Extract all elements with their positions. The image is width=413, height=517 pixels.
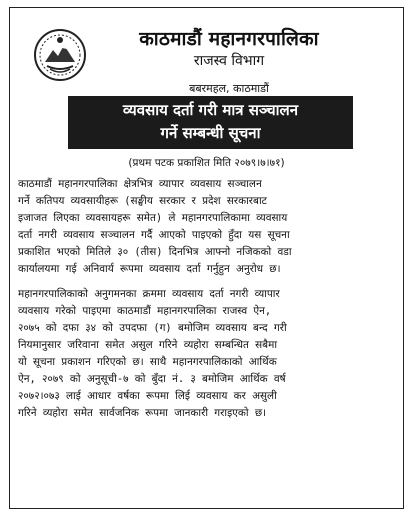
body-line: गर्ने कतिपय व्यवसायीहरू (सङ्घीय सरकार र प्रदेश सरकारबाट xyxy=(18,195,267,207)
notice-body xyxy=(18,176,388,422)
organization-name: काठमाडौं महानगरपालिका xyxy=(139,28,319,50)
notice-title-banner xyxy=(68,96,353,149)
paragraph-gap xyxy=(18,278,388,286)
body-line: कार्यालयमा गई अनिवार्य रूपमा व्यवसाय दर्ता गर्नुहुन अनुरोध छ। xyxy=(18,263,281,275)
paragraph-2 xyxy=(18,286,388,422)
body-line: महानगरपालिकाको अनुगमनका क्रममा व्यवसाय दर्ता नगरी व्यापार xyxy=(18,288,280,300)
body-line: गरिने व्यहोरा समेत सार्वजनिक रूपमा जानकारी गराइएको छ। xyxy=(18,407,267,419)
notice-title-line-1: व्यवसाय दर्ता गरी मात्र सञ्चालन xyxy=(122,101,299,119)
body-line: २०७२।०७३ लाई आधार वर्षका रूपमा लिई व्यवसाय कर असुली xyxy=(18,390,277,402)
body-line: यो सूचना प्रकाशन गरिएको छ। साथै महानगरपालिकाको आर्थिक xyxy=(18,356,277,368)
body-line: प्रकाशित भएको मितिले ३० (तीस) दिनभित्र आफ्नो नजिकको वडा xyxy=(18,246,292,258)
department-name: राजस्व विभाग xyxy=(193,53,265,69)
body-line: काठमाडौं महानगरपालिका क्षेत्रभित्र व्यापार व्यवसाय सञ्चालन xyxy=(18,178,262,190)
body-line: ऐन, २०७९ को अनुसूची-७ को बुँदा नं. ३ बमोजिम आर्थिक वर्ष xyxy=(18,373,286,385)
body-line: दर्ता नगरी व्यवसाय सञ्चालन गर्दै आएको पाइएको हुँदा यस सूचना xyxy=(18,229,290,241)
first-published-date: (प्रथम पटक प्रकाशित मिति २०७९।७।७१) xyxy=(128,157,285,169)
office-address: बबरमहल, काठमाडौं xyxy=(189,82,269,95)
office-header xyxy=(84,27,374,97)
notice-title-line-2: गर्ने सम्बन्धी सूचना xyxy=(160,124,261,142)
body-line: नियमानुसार जरिवाना समेत असुल गरिने व्यहोरा सम्बन्धित सबैमा xyxy=(18,339,278,351)
body-line: व्यवसाय गरेको पाइएमा काठमाडौं महानगरपालिका राजस्व ऐन, xyxy=(18,305,272,317)
nepal-government-emblem-icon xyxy=(33,28,87,82)
body-line: इजाजत लिएका व्यवसायहरू समेत) ले महानगरपालिकामा व्यवसाय xyxy=(18,212,288,224)
paragraph-1 xyxy=(18,176,388,278)
body-line: २०७५ को दफा ३४ को उपदफा (ग) बमोजिम व्यवसाय बन्द गरी xyxy=(18,322,287,334)
